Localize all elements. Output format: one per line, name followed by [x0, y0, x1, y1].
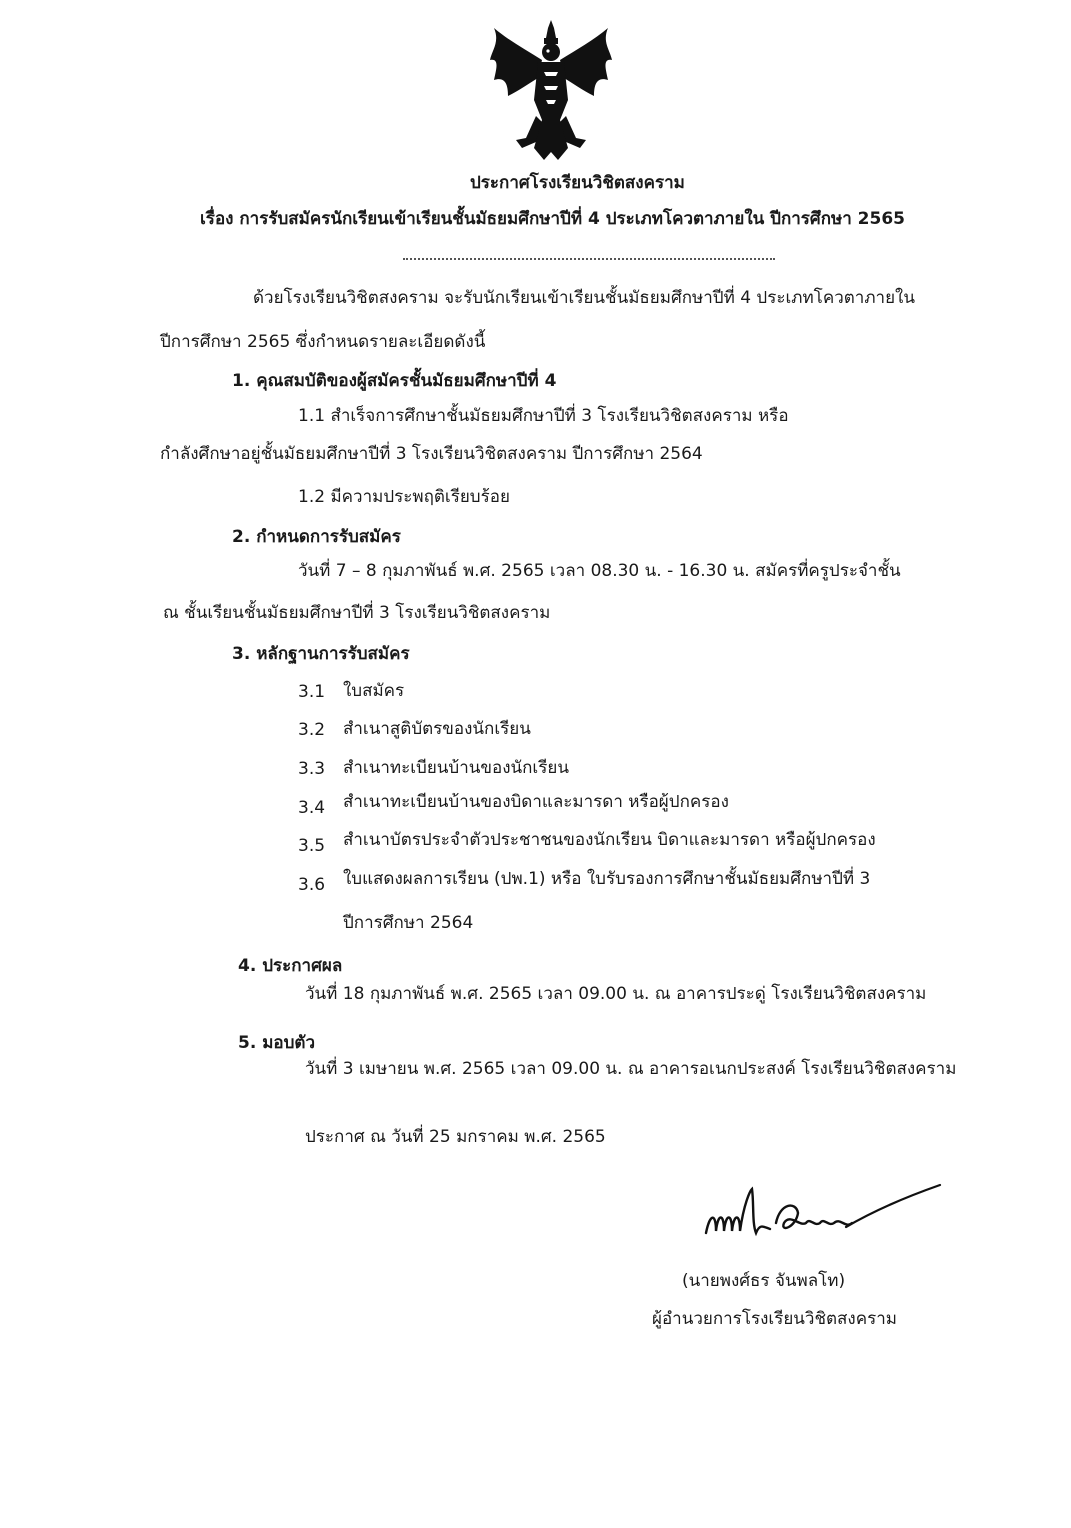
section-3-item-number: 3.6 — [298, 875, 326, 895]
section-2-heading: 2. กำหนดการรับสมัคร — [232, 527, 401, 547]
section-3-item-number: 3.4 — [298, 798, 326, 818]
section-4-heading: 4. ประกาศผล — [238, 956, 343, 976]
section-1-item-1-line-1: 1.1 สำเร็จการศึกษาชั้นมัธยมศึกษาปีที่ 3 โรงเรียนวิชิตสงคราม หรือ — [298, 406, 789, 426]
section-2-line-2: ณ ชั้นเรียนชั้นมัธยมศึกษาปีที่ 3 โรงเรียนวิชิตสงคราม — [163, 603, 551, 623]
section-5-heading: 5. มอบตัว — [238, 1033, 315, 1053]
document-subject: เรื่อง การรับสมัครนักเรียนเข้าเรียนชั้นมัธยมศึกษาปีที่ 4 ประเภทโควตาภายใน ปีการศึกษา 2565 — [200, 209, 905, 229]
document-title: ประกาศโรงเรียนวิชิตสงคราม — [470, 173, 685, 193]
section-4-line-1: วันที่ 18 กุมภาพันธ์ พ.ศ. 2565 เวลา 09.00 น. ณ อาคารประดู่ โรงเรียนวิชิตสงคราม — [305, 984, 927, 1004]
section-5-line-1: วันที่ 3 เมษายน พ.ศ. 2565 เวลา 09.00 น. ณ อาคารอเนกประสงค์ โรงเรียนวิชิตสงคราม — [305, 1059, 957, 1079]
section-3-item-number: 3.1 — [298, 682, 326, 702]
section-3-item-text: ใบแสดงผลการเรียน (ปพ.1) หรือ ใบรับรองการศึกษาชั้นมัธยมศึกษาปีที่ 3 — [343, 869, 871, 889]
section-3-item-text: สำเนาทะเบียนบ้านของนักเรียน — [343, 758, 569, 778]
section-3-item-number: 3.2 — [298, 720, 326, 740]
section-3-item-text: สำเนาทะเบียนบ้านของบิดาและมารดา หรือผู้ปกครอง — [343, 792, 729, 812]
intro-line-2: ปีการศึกษา 2565 ซึ่งกำหนดรายละเอียดดังนี้ — [160, 332, 486, 352]
section-1-item-1-line-2: กำลังศึกษาอยู่ชั้นมัธยมศึกษาปีที่ 3 โรงเรียนวิชิตสงคราม ปีการศึกษา 2564 — [160, 444, 703, 464]
section-3-item-text: ใบสมัคร — [343, 681, 405, 701]
signer-position: ผู้อำนวยการโรงเรียนวิชิตสงคราม — [652, 1309, 897, 1329]
section-2-line-1: วันที่ 7 – 8 กุมภาพันธ์ พ.ศ. 2565 เวลา 08.30 น. - 16.30 น. สมัครที่ครูประจำชั้น — [298, 561, 901, 581]
signer-name: (นายพงศ์ธร จันพลโท) — [682, 1271, 846, 1291]
section-3-item-number: 3.5 — [298, 836, 326, 856]
section-3-heading: 3. หลักฐานการรับสมัคร — [232, 644, 410, 664]
announcement-date: ประกาศ ณ วันที่ 25 มกราคม พ.ศ. 2565 — [305, 1127, 606, 1147]
section-3-item-text: สำเนาบัตรประจำตัวประชาชนของนักเรียน บิดาและมารดา หรือผู้ปกครอง — [343, 830, 876, 850]
section-3-item-text: สำเนาสูติบัตรของนักเรียน — [343, 719, 531, 739]
intro-line-1: ด้วยโรงเรียนวิชิตสงคราม จะรับนักเรียนเข้าเรียนชั้นมัธยมศึกษาปีที่ 4 ประเภทโควตาภายใน — [253, 288, 915, 308]
garuda-emblem-icon — [486, 20, 616, 165]
section-1-heading: 1. คุณสมบัติของผู้สมัครชั้นมัธยมศึกษาปีที่ 4 — [232, 371, 557, 391]
section-3-item-6-line-2: ปีการศึกษา 2564 — [343, 913, 474, 933]
handwritten-signature-icon — [700, 1183, 945, 1258]
dotted-divider — [403, 258, 775, 260]
section-3-item-number: 3.3 — [298, 759, 326, 779]
section-1-item-2: 1.2 มีความประพฤติเรียบร้อย — [298, 487, 510, 507]
